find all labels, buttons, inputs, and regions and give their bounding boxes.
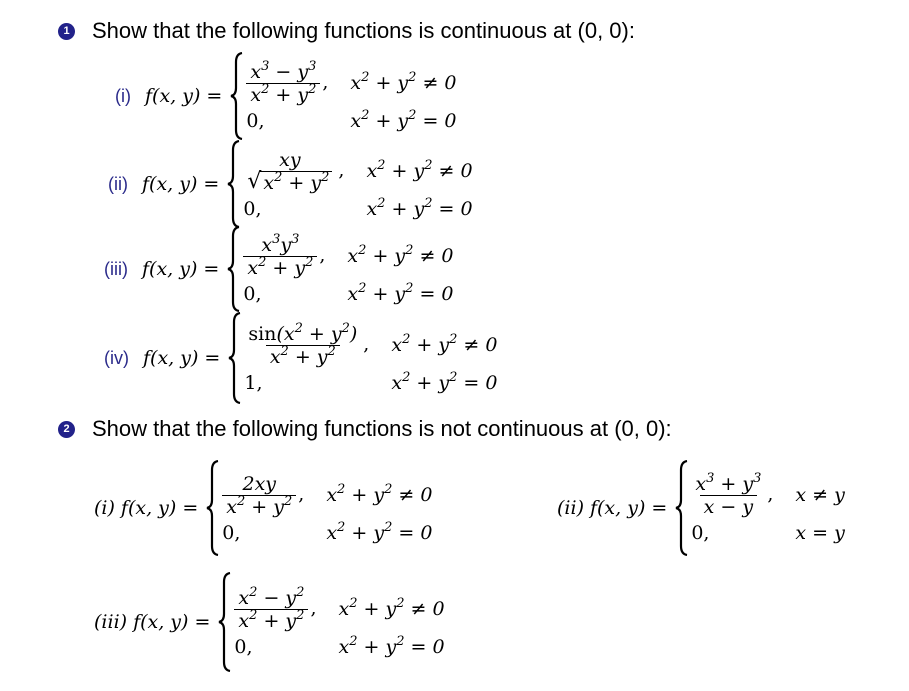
cases-block <box>246 58 457 132</box>
denominator: √ $x^2 + y^2$ <box>243 171 336 194</box>
cases-block <box>222 473 432 544</box>
numerator: $x^3 - y^3$ <box>250 58 317 83</box>
fraction-case: $\frac{x^3 - y^3}{x^2 + y^2}$ , <box>246 61 328 106</box>
condition-nonzero: x ≠ y <box>795 484 845 506</box>
left-brace-icon <box>228 312 242 404</box>
fraction <box>243 149 336 194</box>
condition-zero: $x^2 + y^2 = 0$ <box>326 519 433 544</box>
fraction <box>222 473 296 518</box>
left-brace-icon <box>206 460 220 556</box>
fraction <box>244 320 361 368</box>
else-value: 0, <box>222 521 241 544</box>
condition-nonzero: $x^2 + y^2 \ne 0$ <box>366 158 473 182</box>
condition-zero: $x^2 + y^2 = 0$ <box>338 633 445 658</box>
denominator: x − y <box>700 495 757 518</box>
fraction-case: $\frac{x^3 + y^3}{x - y}$ , <box>691 473 773 518</box>
condition-nonzero: $x^2 + y^2 \ne 0$ <box>391 332 498 356</box>
condition-zero: $x^2 + y^2 = 0$ <box>350 107 457 132</box>
function-lhs: f(x, y) = <box>145 85 223 107</box>
condition-zero: x = y <box>795 521 845 544</box>
item-label: (i) <box>115 85 131 106</box>
numerator: $x^3 + y^3$ <box>695 470 762 495</box>
fraction <box>234 584 308 632</box>
problem-1-heading <box>58 18 635 44</box>
function-lhs: f(x, y) = <box>120 497 199 519</box>
cases-block <box>243 231 454 305</box>
fraction-case: $\frac{x^3y^3}{x^2 + y^2}$ , <box>243 234 325 279</box>
item-label: (iv) <box>104 347 129 368</box>
condition-nonzero: $x^2 + y^2 \ne 0$ <box>326 482 433 506</box>
condition-zero: $x^2 + y^2 = 0$ <box>391 369 498 394</box>
cases-block <box>243 149 472 220</box>
fraction-case: xy √ $x^2 + y^2$ , <box>243 149 344 194</box>
problem-2-text: Show that the following functions is not continuous at (0, 0): <box>92 416 672 441</box>
problem-2-equation-iii <box>94 572 445 672</box>
item-label: (iii) <box>94 611 128 633</box>
left-brace-icon <box>230 52 244 140</box>
numerator: $x^3y^3$ <box>261 231 300 256</box>
function-lhs: f(x, y) = <box>133 611 211 633</box>
left-brace-icon <box>675 460 689 556</box>
condition-nonzero: $x^2 + y^2 \ne 0$ <box>338 596 445 620</box>
function-lhs: f(x, y) = <box>142 258 220 280</box>
condition-nonzero: $x^2 + y^2 \ne 0$ <box>347 243 454 267</box>
left-brace-icon <box>218 572 232 672</box>
problem-1-equation-i <box>115 52 457 140</box>
numerator: $\sin(x^2 + y^2)$ <box>248 320 358 345</box>
problem-2-equation-ii <box>557 460 845 556</box>
problem-1-equation-iv <box>104 312 497 404</box>
condition-zero: $x^2 + y^2 = 0$ <box>366 195 473 220</box>
denominator: $x^2 + y^2$ <box>222 495 296 518</box>
problem-2-heading <box>58 416 672 442</box>
problem-2-equation-i <box>94 460 432 556</box>
function-lhs: f(x, y) = <box>143 347 221 369</box>
item-label: (ii) <box>557 497 584 519</box>
fraction <box>246 58 320 106</box>
denominator: $x^2 + y^2$ <box>243 256 317 279</box>
else-value: 0, <box>243 282 262 305</box>
fraction-case: $\frac{\sin(x^2 + y^2)}{x^2 + y^2}$ , <box>244 323 369 368</box>
numerator: 2xy <box>242 472 277 495</box>
item-label: (iii) <box>104 258 128 279</box>
denominator: $x^2 + y^2$ <box>234 609 308 632</box>
else-value: 0, <box>246 109 265 132</box>
function-lhs: f(x, y) = <box>142 173 220 195</box>
fraction-case: $\frac{2xy}{x^2 + y^2}$ , <box>222 473 304 518</box>
left-brace-icon <box>227 226 241 312</box>
item-label: (ii) <box>108 173 128 194</box>
fraction <box>691 470 765 518</box>
condition-zero: $x^2 + y^2 = 0$ <box>347 280 454 305</box>
else-value: 1, <box>244 371 263 394</box>
cases-block <box>244 320 498 394</box>
fraction <box>243 231 317 279</box>
function-lhs: f(x, y) = <box>589 497 668 519</box>
problem-1-equation-ii <box>108 140 473 228</box>
left-brace-icon <box>227 140 241 228</box>
item-label: (i) <box>94 497 115 519</box>
numerator: xy <box>279 148 301 171</box>
problem-2-number-badge: 2 <box>58 421 75 438</box>
denominator: $x^2 + y^2$ <box>246 83 320 106</box>
cases-block <box>234 584 445 658</box>
condition-nonzero: $x^2 + y^2 \ne 0$ <box>350 70 457 94</box>
numerator: $x^2 - y^2$ <box>238 584 305 609</box>
fraction-case: $\frac{x^2 - y^2}{x^2 + y^2}$ , <box>234 587 316 632</box>
else-value: 0, <box>243 197 262 220</box>
denominator: $x^2 + y^2$ <box>266 345 340 368</box>
cases-block <box>691 470 845 544</box>
problem-1-equation-iii <box>104 226 454 312</box>
problem-1-number-badge: 1 <box>58 23 75 40</box>
else-value: 0, <box>691 521 710 544</box>
problem-1-text: Show that the following functions is continuous at (0, 0): <box>92 18 635 43</box>
else-value: 0, <box>234 635 253 658</box>
